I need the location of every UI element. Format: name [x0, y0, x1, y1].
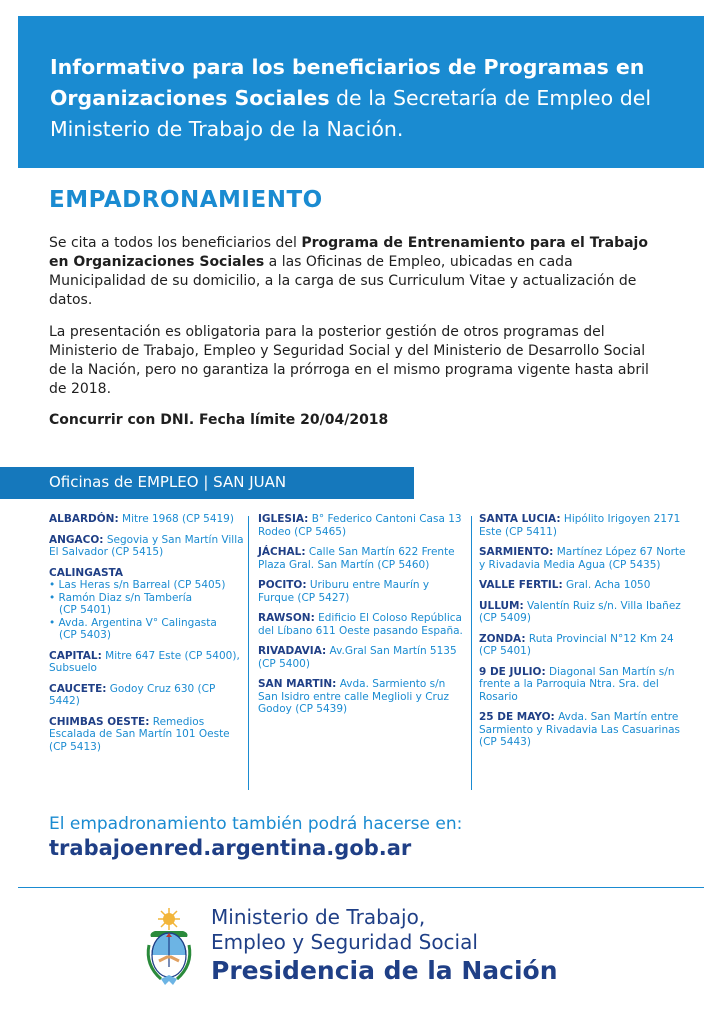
- office-address: Martínez López 67 Norte y Rivadavia Media Agua (CP 5435): [479, 546, 686, 571]
- offices-header-bar: Oficinas de EMPLEO | SAN JUAN: [0, 467, 414, 499]
- office-jachal: [258, 546, 466, 571]
- office-address: Remedios Escalada de San Martín 101 Oeste (CP 5413): [49, 715, 230, 753]
- office-address: Av.Gral San Martín 5135 (CP 5400): [258, 645, 457, 670]
- ministry-logo-text: [211, 905, 558, 987]
- office-address: Diagonal San Martín s/n frente a la Parroquia Ntra. Sra. del Rosario: [479, 665, 675, 703]
- office-address: (CP 5401): [59, 604, 111, 616]
- obligation-paragraph: La presentación es obligatoria para la posterior gestión de otros programas del Ministerio de Trabajo, Empleo y Seguridad Social y del Ministerio de Desarrollo Social de la Nación, pero no garantiza la prórroga en el mismo programa vigente hasta abril de 2018.: [49, 324, 649, 397]
- office-address: Edificio El Coloso República del Líbano 611 Oeste pasando España.: [258, 612, 463, 637]
- office-name: SARMIENTO:: [479, 546, 554, 558]
- office-name: CAPITAL:: [49, 649, 102, 662]
- header-regular-text: de la Secretaría de Empleo del Ministerio de Trabajo de la Nación.: [50, 86, 652, 141]
- intro-paragraph: [49, 234, 649, 310]
- office-name: ANGACO:: [49, 533, 104, 546]
- office-iglesia: [258, 513, 466, 538]
- office-address: • Las Heras s/n Barreal (CP 5405): [49, 579, 226, 591]
- office-name: ULLUM:: [479, 599, 524, 612]
- office-valle-fertil: [479, 579, 694, 592]
- office-name: POCITO:: [258, 579, 307, 591]
- office-address: • Ramón Diaz s/n Tambería: [49, 591, 193, 604]
- office-name: RAWSON:: [258, 612, 315, 624]
- offices-column-1: [49, 513, 244, 761]
- office-address: Hipólito Irigoyen 2171 Este (CP 5411): [479, 513, 681, 538]
- office-address: Gral. Acha 1050: [562, 579, 651, 591]
- office-name: ALBARDÓN:: [49, 513, 119, 525]
- header-banner: [18, 16, 704, 168]
- office-25-de-mayo: [479, 711, 694, 749]
- office-address: Ruta Provincial N°12 Km 24 (CP 5401): [479, 632, 674, 657]
- office-albardon: [49, 513, 244, 526]
- office-address: Godoy Cruz 630 (CP 5442): [49, 682, 216, 707]
- office-name: VALLE FERTIL:: [479, 579, 563, 591]
- ministry-line-2: Empleo y Seguridad Social: [211, 930, 478, 954]
- office-name: CALINGASTA: [49, 566, 123, 579]
- office-address: • Avda. Argentina V° Calingasta: [49, 616, 217, 629]
- office-address: B° Federico Cantoni Casa 13 Rodeo (CP 5465): [258, 513, 462, 538]
- intro-pre: Se cita a todos los beneficiarios del: [49, 235, 302, 251]
- office-address: Mitre 1968 (CP 5419): [118, 513, 234, 525]
- office-9-de-julio: [479, 666, 694, 704]
- office-name: ZONDA:: [479, 632, 526, 645]
- office-name: JÁCHAL:: [258, 546, 306, 558]
- ministry-line-3: Presidencia de la Nación: [211, 956, 558, 985]
- ministry-line-1: Ministerio de Trabajo,: [211, 905, 426, 929]
- deadline-notice: Concurrir con DNI. Fecha límite 20/04/2018: [49, 412, 389, 428]
- intro-program-name: Programa de Entrenamiento para el Trabajo en Organizaciones Sociales: [49, 235, 648, 270]
- office-zonda: [479, 633, 694, 658]
- office-address: Uriburu entre Maurín y Furque (CP 5427): [258, 579, 430, 604]
- office-address: (CP 5403): [59, 629, 111, 641]
- office-name: IGLESIA:: [258, 513, 309, 525]
- office-capital: [49, 650, 244, 675]
- column-divider: [248, 516, 249, 790]
- office-rivadavia: [258, 645, 466, 670]
- footer-divider: [18, 887, 704, 888]
- office-sarmiento: [479, 546, 694, 571]
- offices-column-2: [258, 513, 466, 724]
- office-address: Mitre 647 Este (CP 5400), Subsuelo: [49, 649, 240, 674]
- office-address: Segovia y San Martín Villa El Salvador (CP 5415): [49, 533, 244, 558]
- office-angaco: [49, 534, 244, 559]
- office-name: RIVADAVIA:: [258, 645, 327, 657]
- office-rawson: [258, 612, 466, 637]
- intro-post: a las Oficinas de Empleo, ubicadas en cada Municipalidad de su domicilio, a la carga de sus Curriculum Vitae y actualización de datos.: [49, 254, 637, 308]
- office-chimbas-oeste: [49, 716, 244, 754]
- header-bold-text: Informativo para los beneficiarios de Programas en Organizaciones Sociales: [50, 55, 645, 110]
- offices-column-3: [479, 513, 694, 757]
- office-address: Avda. San Martín entre Sarmiento y Rivadavia Las Casuarinas (CP 5443): [479, 711, 680, 748]
- office-name: CHIMBAS OESTE:: [49, 715, 150, 728]
- office-name: CAUCETE:: [49, 682, 107, 695]
- office-name: 25 DE MAYO:: [479, 711, 555, 723]
- office-name: 9 DE JULIO:: [479, 665, 546, 678]
- office-ullum: [479, 600, 694, 625]
- coat-of-arms-icon: [143, 905, 195, 989]
- website-link[interactable]: trabajoenred.argentina.gob.ar: [49, 836, 412, 860]
- office-name: SAN MARTIN:: [258, 678, 337, 690]
- office-pocito: [258, 579, 466, 604]
- office-santa-lucia: [479, 513, 694, 538]
- section-title: EMPADRONAMIENTO: [49, 187, 323, 213]
- office-san-martin: [258, 678, 466, 716]
- office-calingasta: [49, 567, 244, 642]
- column-divider: [471, 516, 472, 790]
- also-register-text: El empadronamiento también podrá hacerse en:: [49, 814, 463, 834]
- office-address: Avda. Sarmiento s/n San Isidro entre calle Meglioli y Cruz Godoy (CP 5439): [258, 678, 450, 715]
- office-name: SANTA LUCIA:: [479, 513, 561, 525]
- office-caucete: [49, 683, 244, 708]
- office-address: Calle San Martín 622 Frente Plaza Gral. San Martín (CP 5460): [258, 546, 455, 571]
- office-address: Valentín Ruiz s/n. Villa Ibañez (CP 5409): [479, 599, 681, 624]
